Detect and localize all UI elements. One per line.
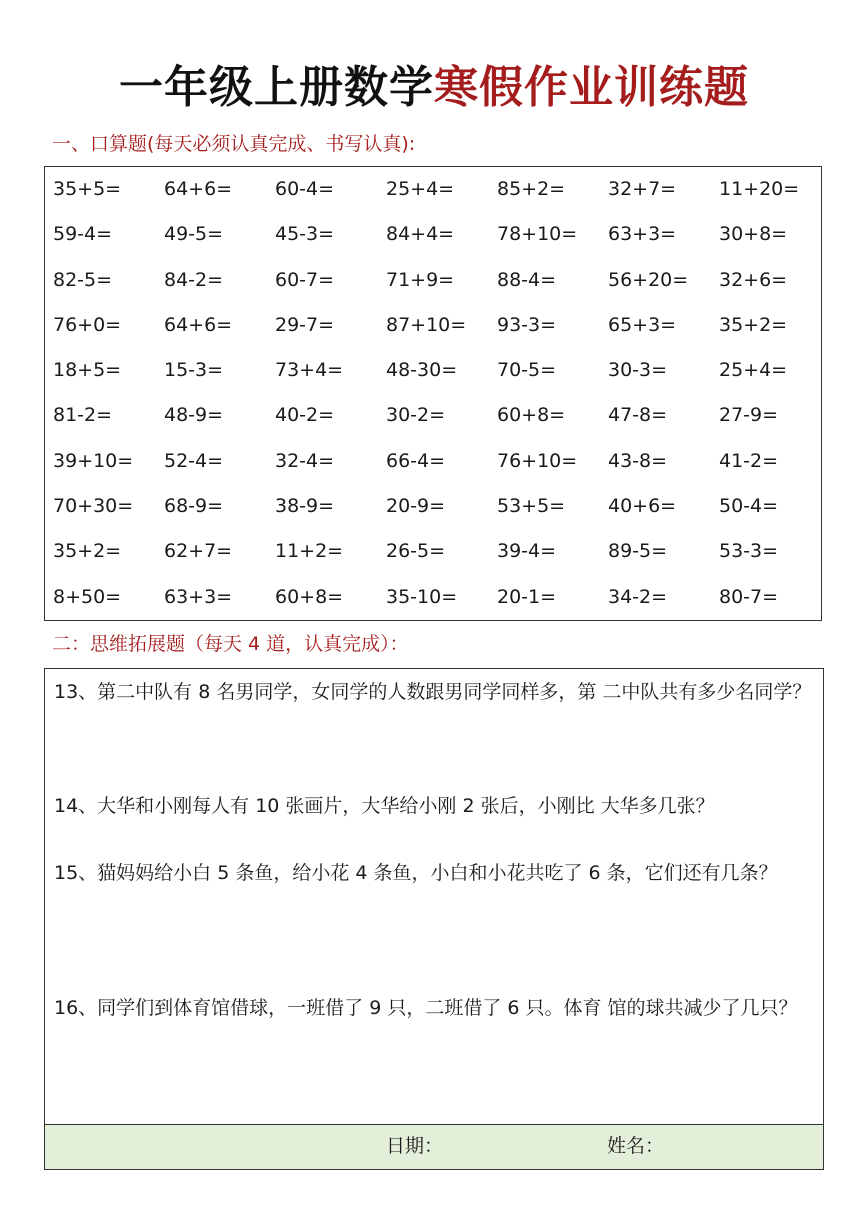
math-problem: 35+5= (53, 178, 122, 200)
footer-bar (45, 1124, 823, 1169)
math-problem: 45-3= (275, 223, 335, 246)
math-problem: 49-5= (164, 223, 224, 246)
math-problem: 39+10= (53, 449, 134, 472)
math-problem: 47-8= (608, 404, 668, 427)
math-problem: 80-7= (719, 585, 779, 608)
math-problem: 62+7= (164, 540, 233, 563)
math-problem: 11+2= (275, 540, 344, 563)
math-problem: 27-9= (719, 404, 779, 427)
math-problem: 56+20= (608, 268, 689, 291)
math-problem: 78+10= (497, 223, 578, 246)
math-problem: 29-7= (275, 313, 335, 336)
math-problem: 70-5= (497, 359, 557, 382)
date-label: 日期： (386, 1135, 444, 1157)
math-problem: 53+5= (497, 495, 566, 518)
math-problem: 84+4= (386, 223, 455, 246)
mental-math-box (44, 166, 822, 621)
math-problem: 64+6= (164, 178, 233, 200)
math-problem: 43-8= (608, 449, 668, 472)
math-problem: 32-4= (275, 449, 335, 472)
math-problem: 76+10= (497, 449, 578, 472)
math-problem: 39-4= (497, 540, 557, 563)
math-problem: 30+8= (719, 223, 788, 246)
math-problem: 70+30= (53, 495, 134, 518)
math-problem: 59-4= (53, 223, 113, 246)
word-problem-15: 15、猫妈妈给小白 5 条鱼，给小花 4 条鱼，小白和小花共吃了 6 条，它们还有几条？ (54, 862, 778, 884)
math-problem: 35+2= (53, 540, 122, 563)
math-problem: 63+3= (164, 585, 233, 608)
name-label: 姓名： (607, 1135, 665, 1157)
math-problem: 34-2= (608, 585, 668, 608)
math-problem: 20-9= (386, 495, 446, 518)
math-problem: 73+4= (275, 359, 344, 382)
math-problem: 64+6= (164, 313, 233, 336)
word-problems-box (44, 668, 824, 1170)
math-problem: 25+4= (719, 359, 788, 382)
math-problem: 89-5= (608, 540, 668, 563)
math-problem: 68-9= (164, 495, 224, 518)
math-problem: 82-5= (53, 268, 113, 291)
math-problem: 63+3= (608, 223, 677, 246)
math-problem: 30-2= (386, 404, 446, 427)
word-problem-16: 16、同学们到体育馆借球，一班借了 9 只，二班借了 6 只。体育 馆的球共减少了几只？ (54, 997, 798, 1019)
math-problem: 87+10= (386, 313, 467, 336)
section-1-heading: 一、口算题(每天必须认真完成、书写认真): (52, 133, 416, 155)
section-2-heading: 二：思维拓展题（每天 4 道，认真完成）： (52, 633, 409, 655)
math-problem: 52-4= (164, 449, 224, 472)
math-problem: 65+3= (608, 313, 677, 336)
math-problem: 48-30= (386, 359, 458, 382)
math-problem: 8+50= (53, 585, 122, 608)
math-problem: 25+4= (386, 178, 455, 200)
math-problem: 60-4= (275, 178, 335, 200)
math-problem: 41-2= (719, 449, 779, 472)
mental-math-grid (53, 167, 823, 620)
math-problem: 35+2= (719, 313, 788, 336)
math-problem: 11+20= (719, 178, 800, 200)
math-problem: 66-4= (386, 449, 446, 472)
math-problem: 38-9= (275, 495, 335, 518)
math-problem: 32+6= (719, 268, 788, 291)
math-problem: 81-2= (53, 404, 113, 427)
math-problem: 60+8= (497, 404, 566, 427)
math-problem: 84-2= (164, 268, 224, 291)
math-problem: 18+5= (53, 359, 122, 382)
title-red-part: 寒假作业训练题 (434, 62, 749, 113)
math-problem: 60+8= (275, 585, 344, 608)
math-problem: 40-2= (275, 404, 335, 427)
word-problem-14: 14、大华和小刚每人有 10 张画片，大华给小刚 2 张后，小刚比 大华多几张？ (54, 795, 715, 817)
math-problem: 40+6= (608, 495, 677, 518)
math-problem: 50-4= (719, 495, 779, 518)
math-problem: 35-10= (386, 585, 458, 608)
title-black-part: 一年级上册数学 (119, 62, 434, 113)
math-problem: 85+2= (497, 178, 566, 200)
math-problem: 53-3= (719, 540, 779, 563)
math-problem: 32+7= (608, 178, 677, 200)
math-problem: 88-4= (497, 268, 557, 291)
math-problem: 71+9= (386, 268, 455, 291)
math-problem: 26-5= (386, 540, 446, 563)
math-problem: 15-3= (164, 359, 224, 382)
math-problem: 76+0= (53, 313, 122, 336)
math-problem: 48-9= (164, 404, 224, 427)
math-problem: 20-1= (497, 585, 557, 608)
word-problem-13: 13、第二中队有 8 名男同学，女同学的人数跟男同学同样多，第 二中队共有多少名同学？ (54, 681, 812, 703)
math-problem: 30-3= (608, 359, 668, 382)
page-title (0, 58, 868, 118)
math-problem: 60-7= (275, 268, 335, 291)
math-problem: 93-3= (497, 313, 557, 336)
